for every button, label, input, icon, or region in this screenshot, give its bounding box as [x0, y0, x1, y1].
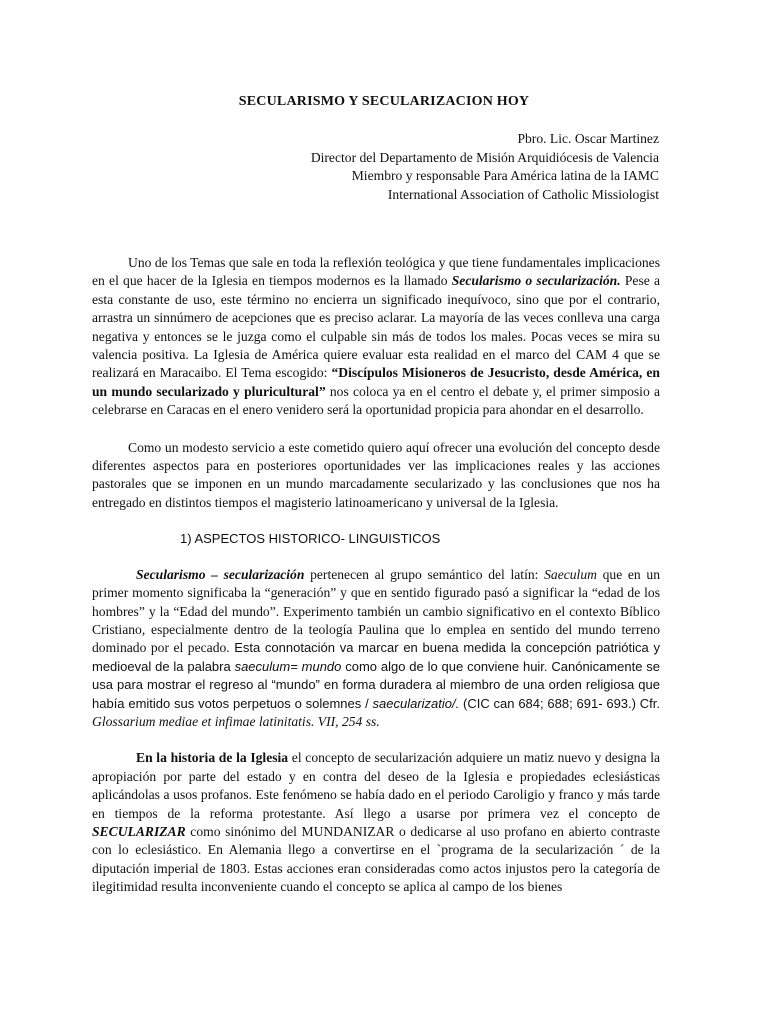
- text-run: (CIC can 684; 688; 691- 693.) Cfr.: [459, 695, 661, 711]
- theme-title: “Discípulos Misioneros de Jesucristo, desde América, en un mundo secularizado y pluricultural”: [92, 365, 660, 399]
- author-membership: Miembro y responsable Para América latina de la IAMC: [351, 168, 659, 183]
- paragraph-intro: [92, 254, 660, 420]
- citation: Glossarium mediae et infimae latinitatis. VII, 254 ss.: [92, 713, 380, 729]
- emphasis-term: SECULARIZAR: [92, 823, 186, 839]
- text-run: Pese a esta constante de uso, este término no encierra un significado inequívoco, sino que por el contrario, arrastra un sinnúmero de acepciones que es preciso aclarar. La mayoría de las veces conlleva una carga negativa y entonces se le juzga como el culpable sin más de todos los males. Pocas veces se mira su valencia positiva. La Iglesia de América quiere evaluar esta realidad en el marco del CAM 4 que se realizará en Maracaibo. El Tema escogido:: [92, 273, 661, 381]
- latin-term: saeculum= mundo: [234, 658, 342, 674]
- author-byline: [311, 130, 659, 204]
- emphasis-term: Secularismo – secularización: [136, 566, 305, 582]
- author-name: Pbro. Lic. Oscar Martinez: [517, 131, 659, 146]
- emphasis-term: En la historia de la Iglesia: [136, 750, 289, 766]
- emphasis-term: Secularismo o secularización.: [451, 273, 621, 289]
- paragraph-linguistic: [92, 566, 660, 732]
- document-title: SECULARISMO Y SECULARIZACION HOY: [238, 94, 530, 109]
- text-run: que en un primer momento significaba la “generación” y que en sentido figurado pasó a significar la “edad de los hombres” y la “Edad del mundo”. Experimento también un cambio significativo en el contexto Bíblico Cristiano, especialmente dentro de la teología Paulina que lo emplea en sentido del mundo terreno dominado por el pecado.: [92, 566, 660, 656]
- paragraph-history: [92, 749, 660, 896]
- latin-term: saecularizatio/.: [372, 695, 460, 711]
- text-run: nos coloca ya en el centro el debate y, el primer simposio a celebrarse en Caracas en el enero venidero será la oportunidad propicia para ahondar en el desarrollo.: [92, 383, 660, 418]
- text-run: Esta connotación va marcar en buena medida la concepción patriótica y medioeval de la palabra: [92, 640, 660, 674]
- text-run: pertenecen al grupo semántico del latín:: [304, 566, 545, 582]
- text-run: como sinónimo del MUNDANIZAR o dedicarse al uso profano en abierto contraste con lo eclesiástico. En Alemania llego a convertirse en el `programa de la secularización ´ de la diputación imperial de 1803. Estas acciones eran consideradas como actos injustos pero la categoría de ilegitimidad resulta inconveniente cuando el concepto se aplica al campo de los bienes: [92, 823, 660, 895]
- document-body: [92, 254, 660, 897]
- author-organization: International Association of Catholic Missiologist: [387, 186, 659, 202]
- text-run: el concepto de secularización adquiere un matiz nuevo y designa la apropiación por parte del estado y en contra del deseo de la Iglesia e propiedades eclesiásticas aplicándolas a usos profanos. Este fenómeno se había dado en el periodo Caroligio y franco y más tarde en tiempos de la reforma protestante. Así llego a usarse por primera vez el concepto de: [92, 750, 660, 821]
- latin-term: Saeculum: [544, 566, 597, 582]
- section-heading: 1) ASPECTOS HISTORICO- LINGUISTICOS: [180, 531, 441, 547]
- author-role: Director del Departamento de Misión Arquidiócesis de Valencia: [310, 149, 659, 165]
- paragraph-purpose: Como un modesto servicio a este cometido quiero aquí ofrecer una evolución del concepto desde diferentes aspectos para en posteriores oportunidades ver las implicaciones reales y las acciones pastorales que se imponen en un mundo marcadamente secularizado y las conclusiones que nos ha entregado en distintos tiempos el magisterio latinoamericano y universal de la Iglesia.: [92, 439, 660, 510]
- text-run: Uno de los Temas que sale en toda la reflexión teológica y que tiene fundamentales implicaciones en el que hacer de la Iglesia en tiempos modernos es la llamado: [92, 255, 660, 289]
- text-run: como algo de lo que conviene huir. Canónicamente se usa para mostrar el regreso al “mundo” en forma duradera al miembro de una orden religiosa que había emitido sus votos perpetuos o solemnes /: [92, 658, 661, 711]
